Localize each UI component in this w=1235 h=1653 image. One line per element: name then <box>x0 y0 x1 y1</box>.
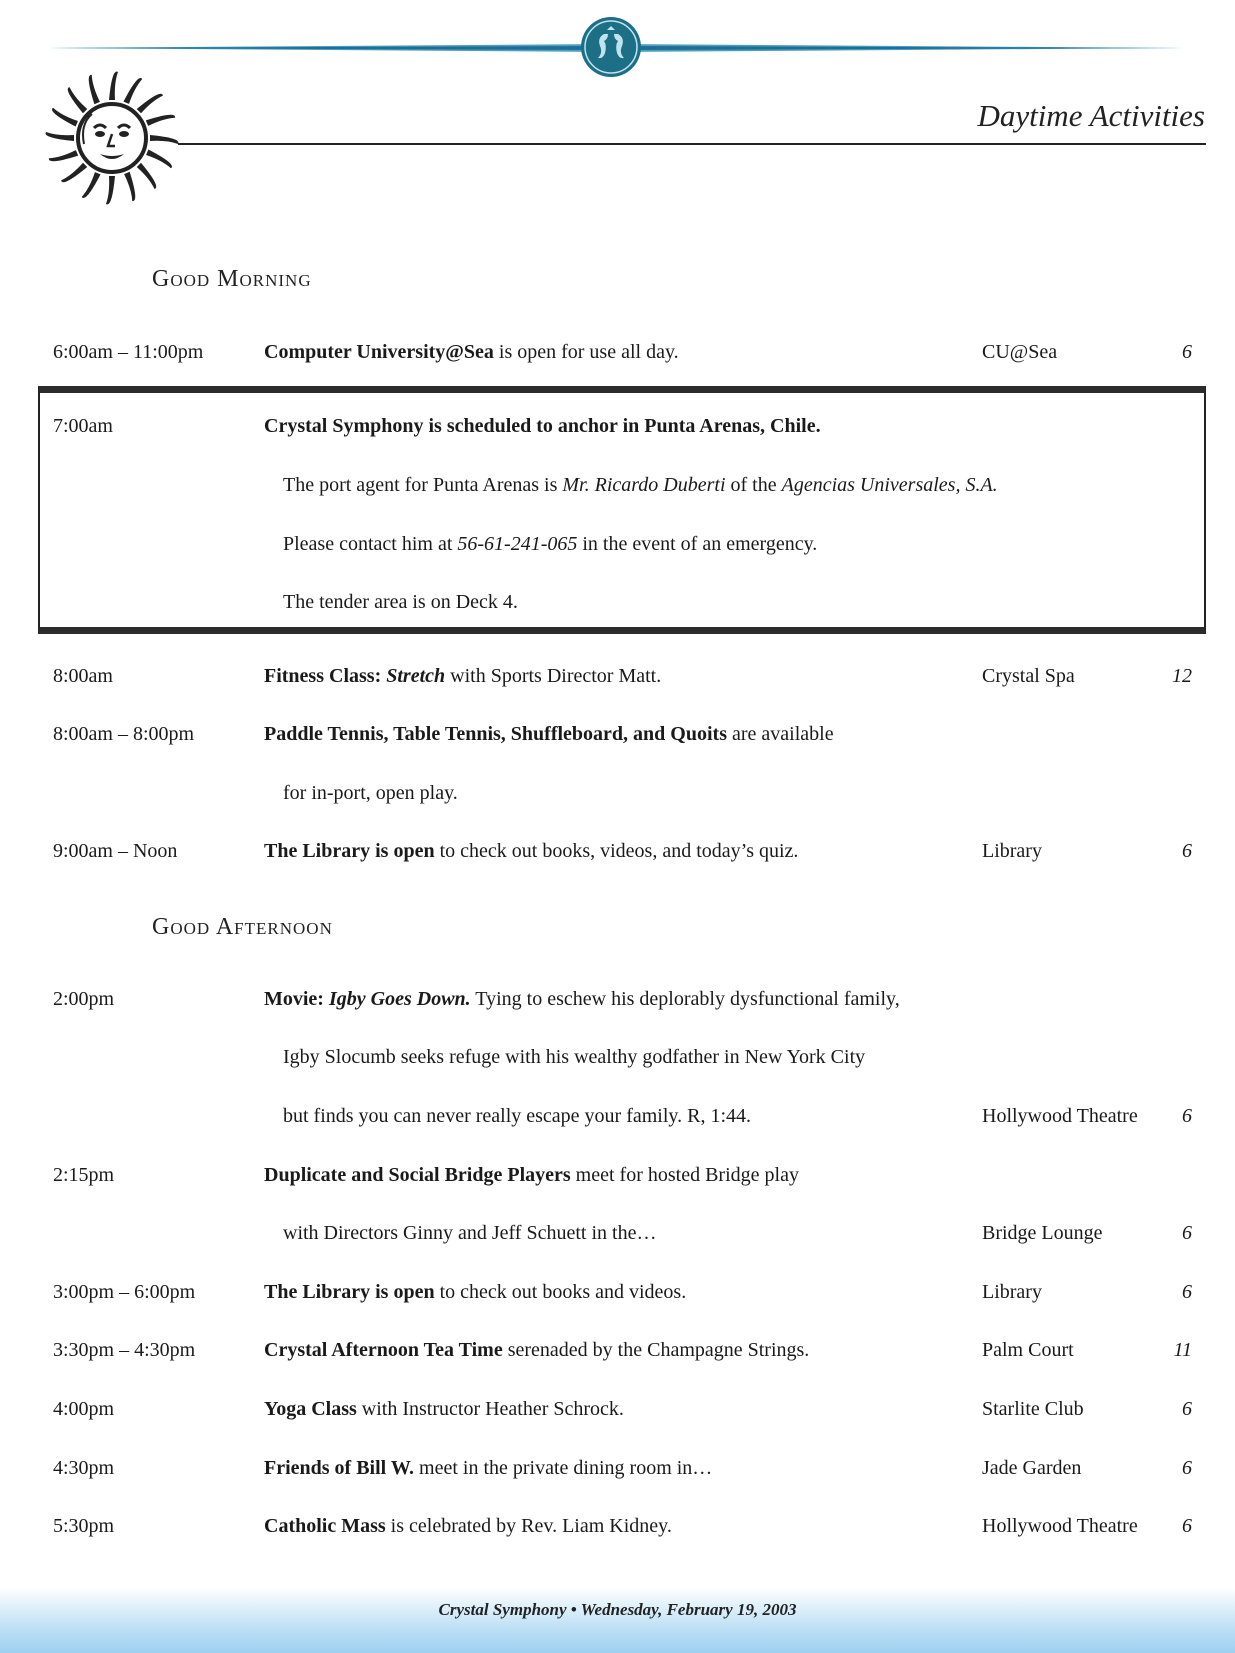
row-description <box>264 665 661 688</box>
section-heading-morning: Good Morning <box>152 266 312 292</box>
row-text: are available <box>726 723 834 745</box>
notice-agency-name: Agencias Universales, S.A. <box>781 474 998 496</box>
row-time: 3:00pm – 6:00pm <box>53 1281 196 1303</box>
row-text: to check out books, videos, and today’s quiz. <box>434 840 799 862</box>
sun-face-icon <box>42 66 182 211</box>
row-text: to check out books and videos. <box>434 1281 687 1303</box>
row-title: Fitness Class: <box>264 665 382 687</box>
row-deck: 6 <box>1182 1398 1192 1420</box>
notice-agent-name: Mr. Ricardo Duberti <box>562 474 726 496</box>
row-title: Movie: <box>264 988 324 1010</box>
row-deck: 11 <box>1173 1339 1192 1361</box>
schedule-row-tea-time <box>0 1339 1235 1379</box>
row-time: 8:00am – 8:00pm <box>53 723 195 745</box>
schedule-row-fitness <box>0 665 1235 705</box>
row-deck: 6 <box>1182 341 1192 363</box>
row-location: Jade Garden <box>982 1457 1082 1479</box>
row-text: is open for use all day. <box>493 341 679 363</box>
row-time: 4:00pm <box>53 1398 115 1420</box>
section-heading-afternoon: Good Afternoon <box>152 914 333 940</box>
row-time: 4:30pm <box>53 1457 115 1479</box>
schedule-row-catholic-mass <box>0 1515 1235 1555</box>
schedule-row-yoga <box>0 1398 1235 1438</box>
row-title: Computer University@Sea <box>264 341 494 363</box>
schedule-row-bridge <box>0 1164 1235 1204</box>
notice-line-tender <box>0 591 1235 631</box>
schedule-row-bridge-cont <box>0 1222 1235 1262</box>
row-location: Hollywood Theatre <box>982 1105 1138 1127</box>
row-description <box>264 1339 809 1362</box>
notice-agent-of: of the <box>725 474 782 496</box>
notice-time: 7:00am <box>53 415 113 437</box>
notice-headline-text: Crystal Symphony is scheduled to anchor in Punta Arenas, Chile. <box>264 415 821 437</box>
row-location: Hollywood Theatre <box>982 1515 1138 1537</box>
schedule-row-movie-cont1 <box>0 1046 1235 1086</box>
schedule-row-tennis-cont <box>0 782 1235 822</box>
row-description <box>264 988 900 1011</box>
notice-line-contact <box>0 533 1235 573</box>
row-description <box>264 1515 672 1538</box>
schedule-row-movie-cont2 <box>0 1105 1235 1145</box>
row-description <box>264 840 798 863</box>
row-location: Bridge Lounge <box>982 1222 1103 1244</box>
row-title: Duplicate and Social Bridge Players <box>264 1164 571 1186</box>
row-deck: 6 <box>1182 1457 1192 1479</box>
row-location: Library <box>982 840 1042 862</box>
row-title: Catholic Mass <box>264 1515 386 1537</box>
footer-band <box>0 1588 1235 1653</box>
seahorse-emblem-icon <box>580 16 642 78</box>
row-text: is celebrated by Rev. Liam Kidney. <box>385 1515 672 1537</box>
row-location: Palm Court <box>982 1339 1074 1361</box>
row-continuation: but finds you can never really escape your family. R, 1:44. <box>283 1105 752 1127</box>
header-rule <box>178 143 1206 145</box>
row-text: serenaded by the Champagne Strings. <box>502 1339 810 1361</box>
row-time: 2:00pm <box>53 988 115 1010</box>
row-time: 8:00am <box>53 665 113 687</box>
notice-headline <box>264 415 821 438</box>
row-deck: 6 <box>1182 840 1192 862</box>
row-description <box>264 1457 712 1480</box>
row-deck: 6 <box>1182 1515 1192 1537</box>
schedule-row-friends-bill-w <box>0 1457 1235 1497</box>
row-location: Crystal Spa <box>982 665 1075 687</box>
notice-tender-text: The tender area is on Deck 4. <box>283 591 518 613</box>
row-time: 6:00am – 11:00pm <box>53 341 204 363</box>
row-text: meet in the private dining room in… <box>414 1457 713 1479</box>
row-description <box>264 1281 686 1304</box>
row-text: with Sports Director Matt. <box>445 665 662 687</box>
schedule-row-tennis <box>0 723 1235 763</box>
row-continuation: Igby Slocumb seeks refuge with his wealthy godfather in New York City <box>283 1046 866 1068</box>
row-deck: 6 <box>1182 1222 1192 1244</box>
row-title: The Library is open <box>264 840 435 862</box>
notice-headline-row <box>0 415 1235 455</box>
schedule-row-library-afternoon <box>0 1281 1235 1321</box>
movie-title: Igby Goes Down. <box>328 988 471 1010</box>
row-text: with Instructor Heather Schrock. <box>356 1398 624 1420</box>
schedule-row-library-morning <box>0 840 1235 880</box>
row-location: Library <box>982 1281 1042 1303</box>
row-time: 9:00am – Noon <box>53 840 178 862</box>
row-deck: 6 <box>1182 1105 1192 1127</box>
row-location: CU@Sea <box>982 341 1058 363</box>
row-title: Friends of Bill W. <box>264 1457 415 1479</box>
page-title: Daytime Activities <box>977 98 1205 133</box>
row-title: Paddle Tennis, Table Tennis, Shuffleboard, and Quoits <box>264 723 727 745</box>
row-description <box>264 341 679 364</box>
row-location: Starlite Club <box>982 1398 1084 1420</box>
notice-line-agent <box>0 474 1235 514</box>
row-deck: 12 <box>1172 665 1192 687</box>
row-title-italic: Stretch <box>386 665 446 687</box>
notice-agent-prefix: The port agent for Punta Arenas is <box>283 474 563 496</box>
notice-phone: 56-61-241-065 <box>457 533 578 555</box>
notice-agent-text <box>283 474 998 497</box>
row-title: Yoga Class <box>264 1398 357 1420</box>
schedule-row-computer-university <box>0 341 1235 381</box>
row-description <box>264 723 834 746</box>
schedule-row-movie <box>0 988 1235 1028</box>
row-time: 2:15pm <box>53 1164 115 1186</box>
row-time: 3:30pm – 4:30pm <box>53 1339 196 1361</box>
footer-text: Crystal Symphony • Wednesday, February 19, 2003 <box>438 1600 797 1619</box>
row-continuation: for in-port, open play. <box>283 782 458 804</box>
row-deck: 6 <box>1182 1281 1192 1303</box>
row-description <box>264 1398 624 1421</box>
notice-contact-prefix: Please contact him at <box>283 533 458 555</box>
row-title: Crystal Afternoon Tea Time <box>264 1339 503 1361</box>
row-text: meet for hosted Bridge play <box>570 1164 799 1186</box>
notice-contact-suffix: in the event of an emergency. <box>577 533 818 555</box>
row-description <box>264 1164 799 1187</box>
row-title: The Library is open <box>264 1281 435 1303</box>
row-text: Tying to eschew his deplorably dysfunctional family, <box>470 988 900 1010</box>
row-continuation: with Directors Ginny and Jeff Schuett in the… <box>283 1222 657 1244</box>
row-time: 5:30pm <box>53 1515 115 1537</box>
notice-contact-text <box>283 533 817 556</box>
